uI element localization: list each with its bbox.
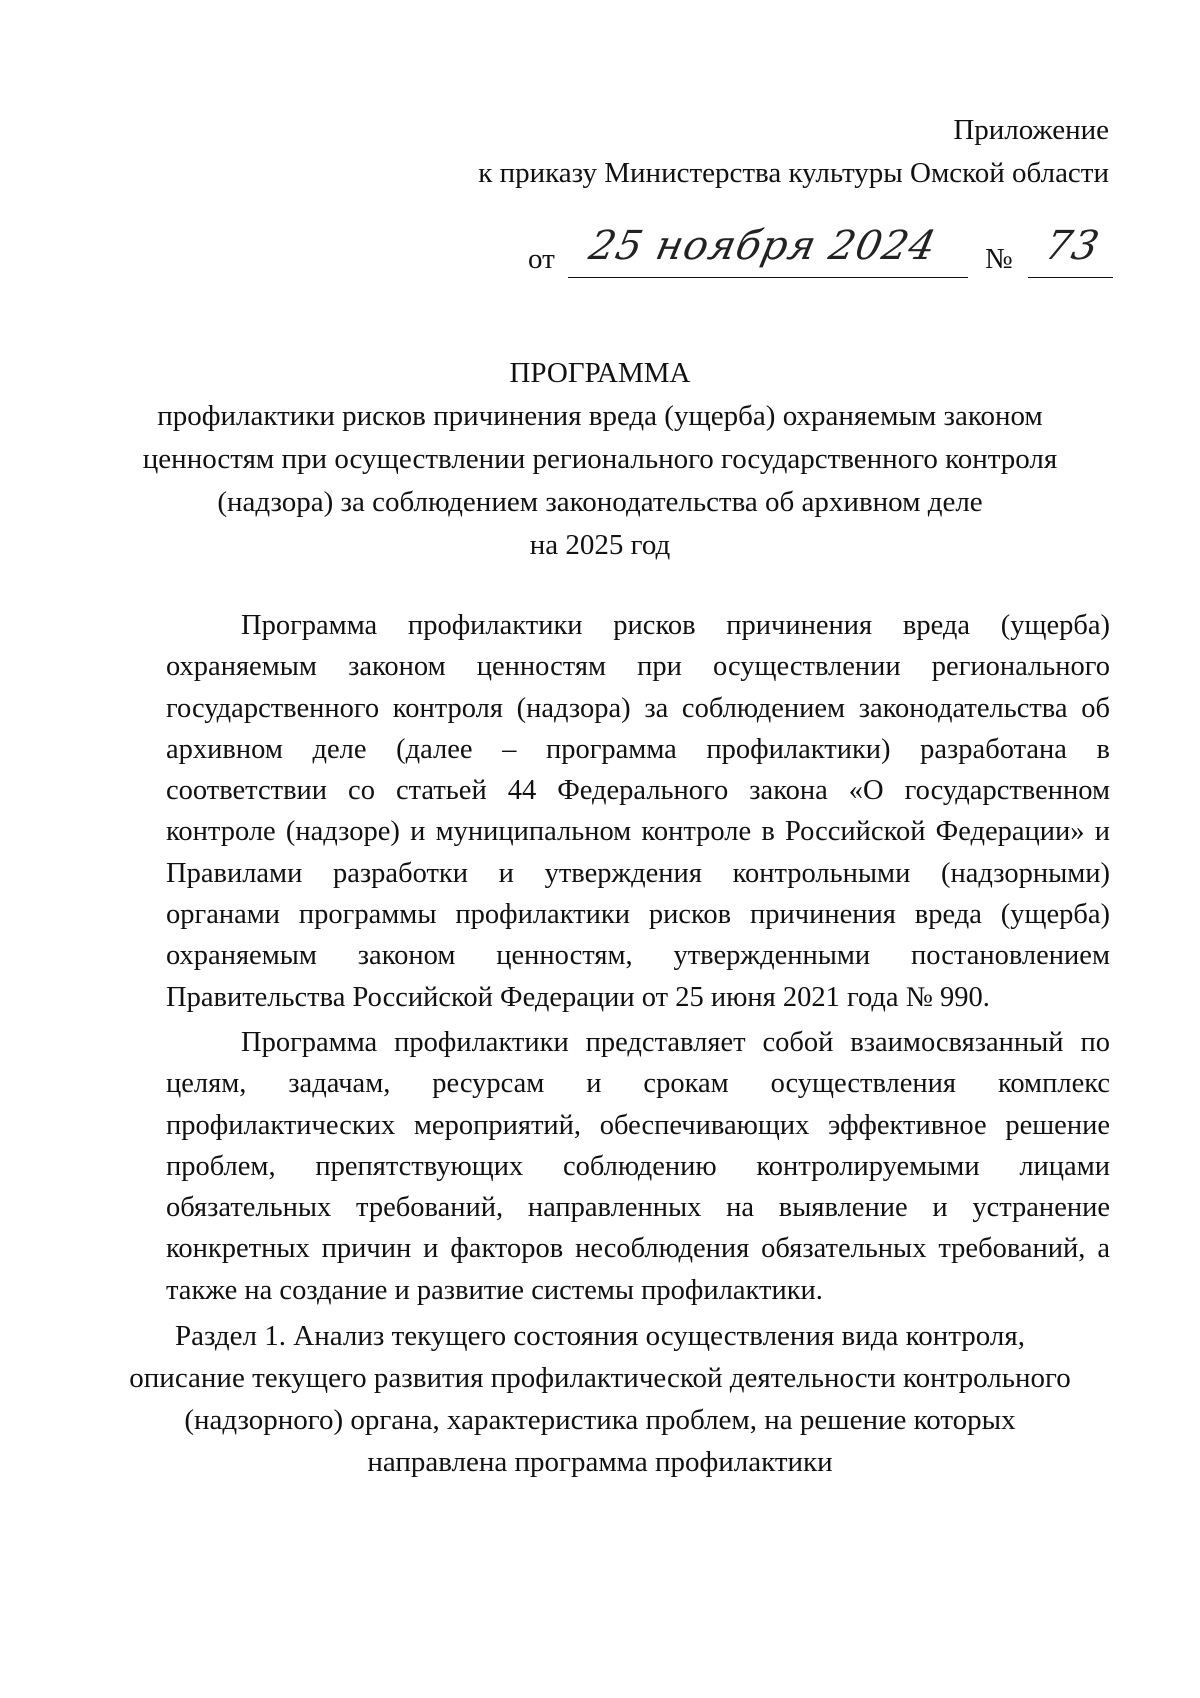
section-line-4: направлена программа профилактики — [367, 1446, 833, 1478]
title-line-3: (надзора) за соблюдением законодательства об архивном деле — [217, 486, 983, 518]
section-1-heading — [120, 1315, 1080, 1483]
number-label: № — [985, 243, 1013, 275]
paragraph-2-text: Программа профилактики представляет собой взаимосвязанный по целям, задачам, ресурсам и срокам осуществления комплекс профилактических мероприятий, обеспечивающих эффективное решение проблем, препятствующих соблюдению контролируемыми лицами обязательных требований, направленных на выявление и устранение конкретных причин и факторов несоблюдения обязательных требований, а также на создание и развитие системы профилактики. — [166, 1027, 1110, 1306]
from-label: от — [528, 243, 555, 275]
title-line-4: на 2025 год — [529, 529, 671, 561]
section-line-1: Раздел 1. Анализ текущего состояния осуществления вида контроля, — [175, 1320, 1025, 1352]
body-paragraph-2 — [166, 1022, 1110, 1311]
order-date-number-line — [528, 223, 1113, 283]
section-line-3: (надзорного) органа, характеристика проблем, на решение которых — [184, 1404, 1016, 1436]
title-line-2: ценностям при осуществлении регионального государственного контроля — [142, 443, 1058, 475]
order-date-field — [568, 223, 968, 278]
handwritten-number: 73 — [1041, 223, 1104, 269]
program-title — [120, 352, 1080, 567]
order-reference: к приказу Министерства культуры Омской области — [478, 157, 1109, 189]
paragraph-1-text: Программа профилактики рисков причинения вреда (ущерба) охраняемым законом ценностям при осуществлении регионального государственного контроля (надзора) за соблюдением законодательства об архивном деле (далее – программа профилактики) разработана в соответствии со статьей 44 Федерального закона «О государственном контроле (надзоре) и муниципальном контроле в Российской Федерации» и Правилами разработки и утверждения контрольными (надзорными) органами программы профилактики рисков причинения вреда (ущерба) охраняемым законом ценностям, утвержденными постановлением Правительства Российской Федерации от 25 июня 2021 года № 990. — [166, 610, 1110, 1013]
title-heading: ПРОГРАММА — [509, 357, 691, 389]
title-line-1: профилактики рисков причинения вреда (ущерба) охраняемым законом — [157, 400, 1043, 432]
body-paragraph-1 — [166, 605, 1110, 1018]
handwritten-date: 25 ноября 2024 — [585, 223, 941, 269]
appendix-header — [409, 110, 1109, 200]
section-line-2: описание текущего развития профилактической деятельности контрольного — [129, 1362, 1071, 1394]
appendix-label: Приложение — [953, 114, 1109, 146]
order-number-field — [1028, 223, 1113, 278]
